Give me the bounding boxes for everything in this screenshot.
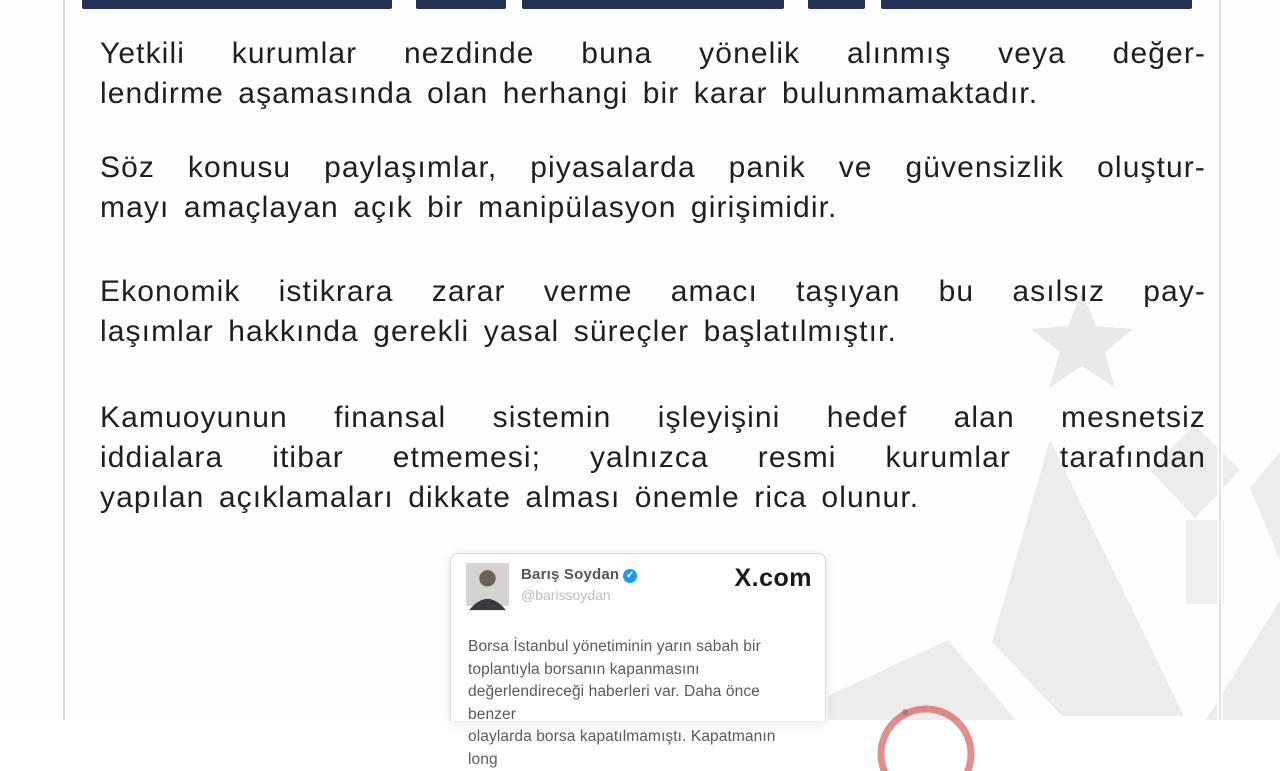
- statement-line: Söz konusu paylaşımlar, piyasalarda panik ve güvensizlik oluştur-: [100, 151, 1206, 184]
- statement-line: Kamuoyunun finansal sistemin işleyişini hedef alan mesnetsiz: [100, 401, 1206, 434]
- statement-line: mayı amaçlayan açık bir manipülasyon girişimidir.: [100, 191, 838, 224]
- statement-line: lendirme aşamasında olan herhangi bir karar bulunmamaktadır.: [100, 77, 1039, 110]
- tweet-body-line: olaylarda borsa kapatılmamıştı. Kapatmanın long: [468, 728, 776, 768]
- person-portrait-icon: [466, 563, 509, 606]
- statement-line: laşımlar hakkında gerekli yasal süreçler başlatılmıştır.: [100, 315, 897, 348]
- tweet-body-line: değerlendireceği haberleri var. Daha önce benzer: [468, 683, 760, 723]
- tweet-card: [450, 553, 826, 768]
- display-name-text: Barış Soydan: [521, 566, 620, 583]
- statement-line: Ekonomik istikrara zarar verme amacı taşıyan bu asılsız pay-: [100, 275, 1206, 308]
- tweet-body-line: Borsa İstanbul yönetiminin yarın sabah bir: [468, 638, 761, 655]
- avatar: [466, 563, 509, 606]
- tweet-handle: @barissoydan: [521, 587, 611, 603]
- tweet-display-name: [521, 566, 637, 583]
- tweet-body-line: toplantıyla borsanın kapanmasını: [468, 660, 700, 678]
- verified-badge-icon: ✓: [623, 569, 637, 583]
- statement-line: yapılan açıklamaları dikkate alması önemle rica olunur.: [100, 481, 920, 514]
- statement-line: iddialara itibar etmemesi; yalnızca resmi kurumlar tarafından: [100, 441, 1206, 474]
- statement-line: Yetkili kurumlar nezdinde buna yönelik alınmış veya değer-: [100, 37, 1206, 70]
- xcom-site-label: X.com: [734, 564, 812, 592]
- tweet-body: [468, 636, 808, 771]
